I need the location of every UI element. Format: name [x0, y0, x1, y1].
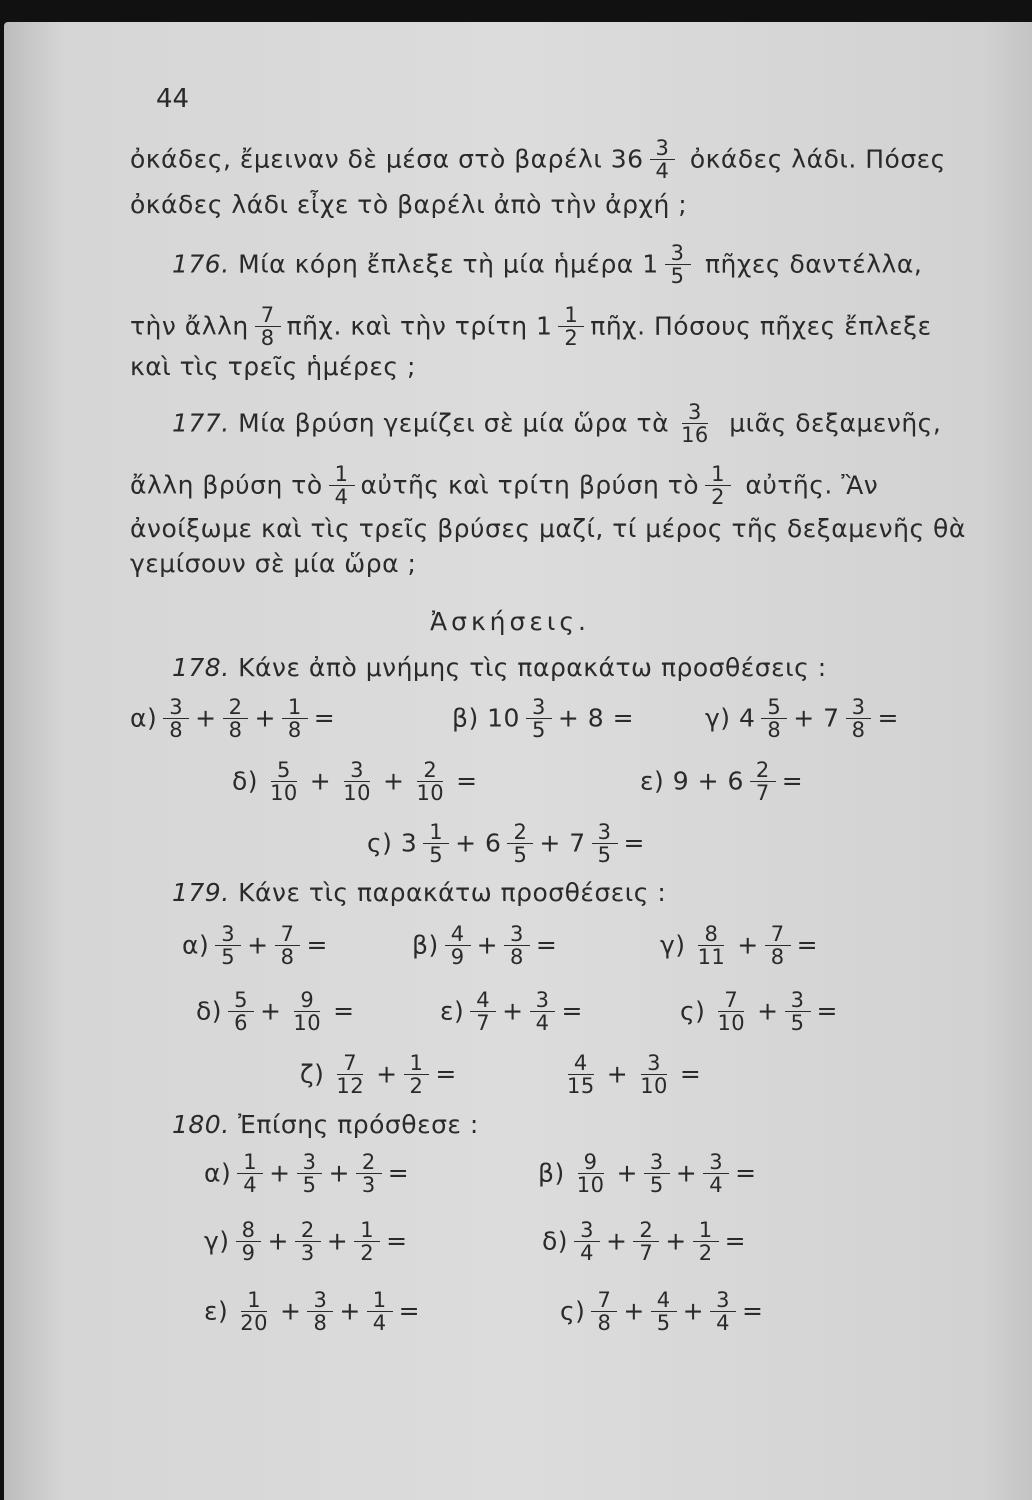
denominator: 5 — [656, 1311, 671, 1335]
fraction — [163, 696, 189, 741]
denominator: 8 — [597, 1311, 612, 1335]
denominator: 6 — [234, 1011, 248, 1035]
text-span: πῆχες δαντέλλα, — [704, 249, 923, 279]
numerator: 3 — [665, 242, 691, 265]
exercise-row: γ) $\frac{8}{9}$ + $\frac{2}{3}$ + $\frac{1}{2}$ = — [204, 1218, 408, 1265]
numerator: 2 — [417, 759, 443, 782]
exercise-row: δ) $\frac{5}{6}$ + $\frac{9}{10}$ = — [196, 988, 355, 1035]
numerator: 4 — [470, 989, 496, 1012]
denominator: 5 — [670, 264, 685, 288]
fraction — [228, 989, 254, 1034]
numerator: 1 — [282, 696, 308, 719]
exercise-row: α) $\frac{3}{8}$ + $\frac{2}{8}$ + $\frac{1}{8}$ = — [130, 695, 336, 742]
numerator: 2 — [223, 696, 249, 719]
problem-number: 177. — [172, 408, 230, 438]
fraction — [287, 989, 327, 1034]
text-span: + 8 = — [557, 703, 635, 733]
numerator: 7 — [718, 989, 744, 1012]
fraction — [470, 989, 496, 1034]
numerator: 5 — [228, 989, 254, 1012]
fraction — [234, 1289, 274, 1334]
text-span: τὴν ἄλλη — [130, 311, 249, 341]
numerator: 5 — [271, 759, 297, 782]
fraction — [558, 304, 584, 349]
numerator: 3 — [163, 696, 189, 719]
denominator: 16 — [681, 423, 709, 447]
fraction — [356, 1151, 382, 1196]
fraction — [761, 696, 787, 741]
fraction — [710, 1289, 736, 1334]
denominator: 8 — [280, 945, 295, 969]
fraction — [295, 1219, 321, 1264]
denominator: 9 — [241, 1241, 256, 1265]
numerator: 3 — [215, 923, 241, 946]
numerator: 4 — [651, 1289, 677, 1312]
fraction — [750, 759, 776, 804]
text-line: γεμίσουν σὲ μία ὥρα ; — [130, 549, 417, 578]
fraction — [504, 923, 530, 968]
denominator: 5 — [302, 1173, 317, 1197]
fraction — [651, 1289, 677, 1334]
exercise-label: δ) — [542, 1226, 569, 1256]
numerator: 3 — [574, 1219, 600, 1242]
exercise-label: γ) 4 — [705, 703, 756, 733]
exercise-row: γ) 4 $\frac{5}{8}$ + 7 $\frac{3}{8}$ = — [705, 695, 899, 742]
exercise-row: γ) $\frac{8}{11}$ + $\frac{7}{8}$ = — [660, 922, 819, 969]
problem-number: 179. — [172, 878, 230, 907]
denominator: 4 — [716, 1311, 730, 1335]
denominator: 15 — [567, 1074, 595, 1098]
numerator: 1 — [693, 1219, 719, 1242]
text-line — [130, 462, 879, 509]
text-span: μιᾶς δεξαμενῆς, — [729, 408, 942, 438]
problem-176-line — [172, 241, 923, 288]
problem-178-line — [172, 651, 827, 685]
denominator: 4 — [655, 159, 670, 183]
numerator: 1 — [237, 1151, 263, 1174]
section-heading: Ἀσκήσεις. — [430, 607, 590, 636]
denominator: 7 — [476, 1011, 491, 1035]
fraction — [574, 1219, 600, 1264]
denominator: 8 — [169, 718, 184, 742]
exercise-row — [452, 695, 635, 742]
denominator: 5 — [790, 1011, 805, 1035]
problem-number: 180. — [172, 1110, 230, 1139]
exercise-label: ζ) — [300, 1059, 325, 1089]
fraction — [354, 1219, 380, 1264]
fraction — [367, 1289, 393, 1334]
fraction — [592, 821, 618, 866]
fraction — [282, 696, 308, 741]
denominator: 4 — [535, 1011, 550, 1035]
text-span: + 6 — [455, 828, 502, 858]
fraction — [530, 989, 556, 1034]
fraction — [634, 1052, 674, 1097]
numerator: 7 — [765, 923, 791, 946]
exercise-row: ς) $\frac{7}{10}$ + $\frac{3}{5}$ = — [680, 988, 838, 1035]
denominator: 7 — [755, 781, 770, 805]
fraction — [644, 1151, 670, 1196]
fraction — [330, 1052, 370, 1097]
denominator: 10 — [343, 781, 371, 805]
exercise-label: γ) — [204, 1226, 230, 1256]
numerator: 8 — [236, 1219, 262, 1242]
text-span: ὀκάδες λάδι. Πόσες — [689, 144, 946, 174]
fraction — [650, 137, 676, 182]
denominator: 5 — [221, 945, 236, 969]
fraction — [275, 923, 301, 968]
fraction — [410, 759, 450, 804]
exercise-label: β) 10 — [452, 703, 520, 733]
denominator: 2 — [564, 326, 579, 350]
exercise-label: γ) — [660, 930, 686, 960]
numerator: 3 — [592, 821, 618, 844]
fraction — [445, 923, 471, 968]
exercise-label: α) — [182, 930, 210, 960]
denominator: 8 — [228, 718, 243, 742]
fraction — [215, 923, 241, 968]
exercise-label: ς) — [560, 1296, 586, 1326]
exercise-row: ς) 3 $\frac{1}{5}$ + 6 $\frac{2}{5}$ + 7 $\frac{3}{5}$ = — [367, 820, 645, 867]
denominator: 8 — [767, 718, 782, 742]
denominator: 8 — [510, 945, 524, 969]
exercise-label: β) — [412, 930, 439, 960]
denominator: 8 — [313, 1311, 328, 1335]
denominator: 9 — [450, 945, 465, 969]
fraction — [633, 1219, 659, 1264]
page-number: 44 — [156, 84, 190, 114]
exercise-row: $\frac{4}{15}$ + $\frac{3}{10}$ = — [555, 1053, 701, 1087]
text-line: ὀκάδες λάδι εἶχε τὸ βαρέλι ἀπὸ τὴν ἀρχή ; — [130, 190, 688, 219]
numerator: 3 — [307, 1289, 333, 1312]
numerator: 1 — [558, 304, 584, 327]
numerator: 3 — [641, 1052, 667, 1075]
fraction — [561, 1052, 601, 1097]
fraction — [223, 696, 249, 741]
numerator: 3 — [526, 696, 552, 719]
numerator: 2 — [633, 1219, 659, 1242]
numerator: 3 — [682, 401, 708, 424]
exercise-label: ς) — [680, 996, 706, 1026]
numerator: 5 — [761, 696, 787, 719]
fraction — [255, 304, 281, 349]
denominator: 2 — [360, 1241, 375, 1265]
numerator: 4 — [445, 923, 471, 946]
text-span: Κάνε τὶς παρακάτω προσθέσεις : — [238, 878, 667, 907]
text-span: Μία βρύση γεμίζει σὲ μία ὥρα τὰ — [238, 408, 670, 438]
numerator: 1 — [241, 1289, 267, 1312]
exercise-label: α) — [130, 703, 158, 733]
exercise-row: ε) $\frac{4}{7}$ + $\frac{3}{4}$ = — [440, 988, 583, 1035]
exercise-row: α) $\frac{3}{5}$ + $\frac{7}{8}$ = — [182, 922, 328, 969]
text-span: ὀκάδες, ἔμειναν δὲ μέσα στὸ βαρέλι 36 — [130, 144, 644, 174]
exercise-label: α) — [204, 1158, 232, 1188]
exercise-row: δ) $\frac{3}{4}$ + $\frac{2}{7}$ + $\frac{1}{2}$ = — [542, 1218, 747, 1265]
fraction — [423, 821, 449, 866]
numerator: 7 — [337, 1052, 363, 1075]
numerator: 3 — [644, 1151, 670, 1174]
exercise-row: β) $\frac{9}{10}$ + $\frac{3}{5}$ + $\frac{3}{4}$ = — [538, 1150, 757, 1197]
numerator: 1 — [329, 463, 355, 486]
exercise-row: ς) $\frac{7}{8}$ + $\frac{4}{5}$ + $\frac{3}{4}$ = — [560, 1288, 764, 1335]
fraction — [785, 989, 811, 1034]
denominator: 3 — [300, 1241, 315, 1265]
fraction — [571, 1151, 611, 1196]
text-span: ἄλλη βρύση τὸ — [130, 470, 323, 500]
fraction — [297, 1151, 323, 1196]
text-span: Μία κόρη ἔπλεξε τὴ μία ἡμέρα 1 — [238, 249, 659, 279]
fraction — [329, 463, 355, 508]
denominator: 10 — [576, 1173, 605, 1197]
numerator: 9 — [578, 1151, 604, 1174]
denominator: 4 — [580, 1241, 594, 1265]
fraction — [264, 759, 304, 804]
numerator: 3 — [785, 989, 811, 1012]
numerator: 3 — [710, 1289, 736, 1312]
fraction — [236, 1219, 262, 1264]
text-span: πῆχ. Πόσους πῆχες ἔπλεξε — [590, 311, 932, 341]
denominator: 5 — [513, 843, 528, 867]
fraction — [526, 696, 552, 741]
text-line — [130, 136, 946, 183]
denominator: 5 — [429, 843, 444, 867]
denominator: 10 — [416, 781, 445, 805]
denominator: 8 — [260, 326, 275, 350]
text-span: Ἐπίσης πρόσθεσε : — [238, 1110, 479, 1139]
fraction — [675, 401, 715, 446]
numerator: 1 — [705, 463, 731, 486]
exercise-row: ζ) $\frac{7}{12}$ + $\frac{1}{2}$ = — [300, 1051, 457, 1098]
denominator: 2 — [409, 1074, 424, 1098]
text-span: + 7 — [793, 703, 840, 733]
fraction — [705, 463, 731, 508]
text-span: αὐτῆς καὶ τρίτη βρύση τὸ — [360, 470, 700, 500]
problem-number: 178. — [172, 653, 230, 682]
exercise-label: δ) — [232, 766, 259, 796]
numerator: 8 — [698, 923, 724, 946]
fraction — [693, 1219, 719, 1264]
denominator: 10 — [270, 781, 298, 805]
denominator: 10 — [293, 1011, 322, 1035]
numerator: 3 — [344, 759, 370, 782]
numerator: 7 — [255, 304, 281, 327]
fraction — [692, 923, 732, 968]
denominator: 4 — [334, 485, 349, 509]
numerator: 3 — [297, 1151, 323, 1174]
fraction — [711, 989, 751, 1034]
numerator: 7 — [275, 923, 301, 946]
fraction — [846, 696, 872, 741]
text-line: καὶ τὶς τρεῖς ἡμέρες ; — [130, 352, 416, 381]
fraction — [703, 1151, 729, 1196]
denominator: 8 — [287, 718, 302, 742]
problem-179-line — [172, 876, 666, 910]
numerator: 2 — [356, 1151, 382, 1174]
denominator: 8 — [851, 718, 866, 742]
text-span: αὐτῆς. Ἂν — [745, 470, 879, 500]
numerator: 2 — [295, 1219, 321, 1242]
exercise-row: α) $\frac{1}{4}$ + $\frac{3}{5}$ + $\frac{2}{3}$ = — [204, 1150, 410, 1197]
denominator: 3 — [361, 1173, 376, 1197]
fraction — [404, 1052, 430, 1097]
problem-180-line — [172, 1108, 479, 1142]
fraction — [337, 759, 377, 804]
text-span: + 7 — [539, 828, 586, 858]
exercise-label: ε) — [440, 996, 465, 1026]
numerator: 1 — [367, 1289, 393, 1312]
fraction — [591, 1289, 617, 1334]
denominator: 5 — [649, 1173, 664, 1197]
exercise-label: ε) — [204, 1296, 229, 1326]
fraction — [765, 923, 791, 968]
problem-number: 176. — [172, 249, 230, 279]
fraction — [237, 1151, 263, 1196]
denominator: 4 — [372, 1311, 387, 1335]
exercise-row: δ) $\frac{5}{10}$ + $\frac{3}{10}$ + $\frac{2}{10}$ = — [232, 758, 478, 805]
exercise-row: β) $\frac{4}{9}$ + $\frac{3}{8}$ = — [412, 922, 558, 969]
numerator: 2 — [750, 759, 776, 782]
denominator: 10 — [640, 1074, 668, 1098]
denominator: 4 — [709, 1173, 724, 1197]
numerator: 7 — [591, 1289, 617, 1312]
numerator: 1 — [404, 1052, 430, 1075]
fraction — [307, 1289, 333, 1334]
numerator: 3 — [504, 923, 530, 946]
exercise-row: ε) $\frac{1}{20}$ + $\frac{3}{8}$ + $\frac{1}{4}$ = — [204, 1288, 421, 1335]
denominator: 10 — [717, 1011, 746, 1035]
exercise-label: δ) — [196, 996, 223, 1026]
problem-177-line — [172, 400, 942, 447]
denominator: 5 — [597, 843, 612, 867]
numerator: 3 — [650, 137, 676, 160]
fraction — [665, 242, 691, 287]
denominator: 5 — [531, 718, 546, 742]
numerator: 2 — [507, 821, 533, 844]
denominator: 20 — [240, 1311, 269, 1335]
numerator: 3 — [530, 989, 556, 1012]
denominator: 4 — [243, 1173, 258, 1197]
numerator: 3 — [846, 696, 872, 719]
denominator: 11 — [697, 945, 726, 969]
text-line: ἀνοίξωμε καὶ τὶς τρεῖς βρύσες μαζί, τί μέρος τῆς δεξαμενῆς θὰ — [130, 514, 966, 543]
denominator: 8 — [770, 945, 785, 969]
numerator: 1 — [423, 821, 449, 844]
denominator: 7 — [639, 1241, 654, 1265]
numerator: 4 — [568, 1052, 594, 1075]
numerator: 1 — [354, 1219, 380, 1242]
fraction — [507, 821, 533, 866]
numerator: 3 — [703, 1151, 729, 1174]
numerator: 9 — [294, 989, 320, 1012]
text-span: Κάνε ἀπὸ μνήμης τὶς παρακάτω προσθέσεις : — [238, 653, 827, 682]
denominator: 2 — [711, 485, 725, 509]
exercise-label: ς) 3 — [367, 828, 418, 858]
denominator: 12 — [336, 1074, 365, 1098]
denominator: 2 — [698, 1241, 713, 1265]
exercise-label: ε) 9 + 6 — [640, 766, 744, 796]
text-span: πῆχ. καὶ τὴν τρίτη 1 — [286, 311, 553, 341]
text-line — [130, 303, 932, 350]
exercise-label: β) — [538, 1158, 565, 1188]
exercise-row: ε) 9 + 6 $\frac{2}{7}$ = — [640, 758, 804, 805]
